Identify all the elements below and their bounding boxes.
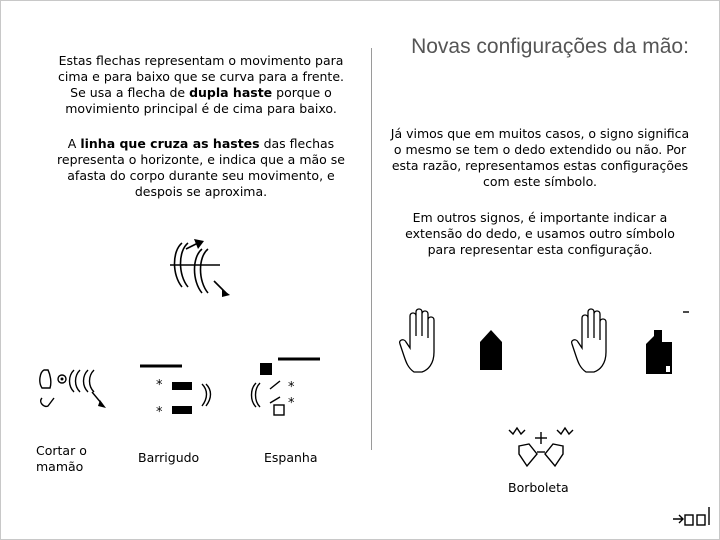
nav-icon[interactable] <box>671 505 715 531</box>
signwriting-movement-icon <box>160 235 240 300</box>
right-paragraph-1: Já vimos que em muitos casos, o signo significa o mesmo se tem o dedo extendido ou não. Por esta razão, representamos estas configurações com este símbolo. <box>390 126 690 189</box>
barrigudo-sign-icon <box>138 362 218 422</box>
label-borboleta: Borboleta <box>508 480 569 495</box>
svg-text:*: * <box>156 405 163 420</box>
cortar-sign-icon <box>32 362 112 417</box>
label-barrigudo: Barrigudo <box>138 450 200 465</box>
hand-fist-icon <box>478 328 504 372</box>
page-title: Novas configurações da mão: <box>411 35 689 58</box>
hand-index-icon <box>644 328 674 376</box>
hand-flat-icon <box>398 308 444 376</box>
left-paragraph-1: Estas flechas representam o movimento para cima e para baixo que se curva para a frente. Se usa a flecha de dupla haste porque o movimiento principal é de cima para baixo. <box>58 53 344 116</box>
label-cortar: Cortar o mamão <box>36 443 87 474</box>
svg-text:*: * <box>288 396 295 411</box>
svg-text:*: * <box>288 380 295 395</box>
label-espanha: Espanha <box>264 450 318 465</box>
svg-text:*: * <box>156 378 163 393</box>
small-dash-icon <box>683 310 691 314</box>
borboleta-sign-icon <box>505 422 577 474</box>
hand-extended-icon <box>568 308 618 376</box>
espanha-sign-icon <box>248 355 328 420</box>
column-divider <box>371 48 372 450</box>
right-paragraph-2: Em outros signos, é importante indicar a extensão do dedo, e usamos outro símbolo para representar esta configuração. <box>405 210 675 257</box>
left-paragraph-2: A linha que cruza as hastes das flechas representa o horizonte, e indica que a mão se afasta do corpo durante seu movimento, e despois se aproxima. <box>57 136 345 199</box>
